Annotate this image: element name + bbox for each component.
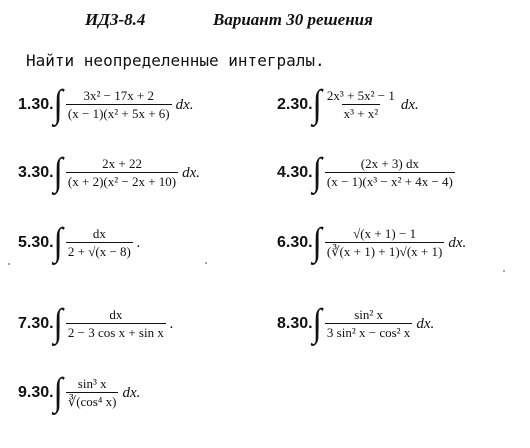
period: .: [169, 315, 174, 332]
scan-speck: [503, 270, 505, 272]
differential: dx.: [175, 96, 194, 113]
problem-number: 2.30.: [277, 96, 313, 113]
instruction-text: Найти неопределенные интегралы.: [26, 51, 325, 70]
scan-speck: [8, 263, 10, 265]
problem-number: 9.30.: [18, 384, 54, 401]
problem-1: [18, 83, 194, 126]
assignment-code: ИДЗ-8.4: [85, 10, 146, 29]
problem-8: [277, 302, 435, 345]
problem-number: 5.30.: [18, 234, 54, 251]
numerator: 3x² − 17x + 2: [83, 88, 155, 103]
denominator: 2 + √(x − 8): [67, 244, 131, 259]
problem-number: 4.30.: [277, 164, 313, 181]
denominator: (x + 2)(x² − 2x + 10): [67, 174, 177, 189]
fraction: [325, 308, 412, 340]
denominator: (∛(x + 1) + 1)√(x + 1): [326, 244, 443, 259]
integral-sign: ∫: [312, 302, 322, 345]
numerator: √(x + 1) − 1: [353, 226, 417, 241]
fraction: [325, 157, 455, 189]
differential: dx.: [400, 96, 419, 113]
problem-number: 8.30.: [277, 315, 313, 332]
fraction: [66, 89, 172, 121]
fraction: [66, 308, 166, 340]
numerator: dx: [92, 226, 106, 241]
variant-title: Вариант 30 решения: [213, 10, 373, 29]
integral-sign: ∫: [312, 221, 322, 264]
fraction: [66, 157, 178, 189]
numerator: dx: [109, 307, 123, 322]
problem-5: [18, 221, 141, 264]
integral-sign: ∫: [53, 371, 63, 414]
integral-sign: ∫: [312, 83, 322, 126]
numerator: sin³ x: [77, 376, 107, 391]
denominator: (x − 1)(x³ − x² + 4x − 4): [326, 174, 453, 189]
fraction: [325, 227, 444, 259]
numerator: 2x³ + 5x² − 1: [326, 88, 395, 103]
numerator: sin² x: [354, 307, 384, 322]
integral-sign: ∫: [312, 151, 322, 194]
denominator: 2 − 3 cos x + sin x: [67, 325, 164, 340]
problem-2: [277, 83, 419, 126]
scan-speck: [205, 262, 207, 264]
problem-9: [18, 371, 141, 414]
integral-sign: ∫: [53, 151, 63, 194]
problem-number: 1.30.: [18, 96, 54, 113]
integral-sign: ∫: [53, 221, 63, 264]
problem-6: [277, 221, 467, 264]
integral-sign: ∫: [53, 302, 63, 345]
differential: dx.: [416, 315, 435, 332]
differential: dx.: [182, 164, 201, 181]
denominator: ∛(cos⁴ x): [67, 394, 117, 409]
fraction: [325, 89, 397, 121]
problem-number: 3.30.: [18, 164, 54, 181]
fraction: [66, 227, 133, 259]
denominator: 3 sin² x − cos² x: [326, 325, 411, 340]
denominator: (x − 1)(x² + 5x + 6): [67, 106, 170, 121]
fraction: [66, 377, 119, 409]
integral-sign: ∫: [53, 83, 63, 126]
numerator: 2x + 22: [102, 156, 142, 171]
differential: dx.: [448, 234, 467, 251]
problem-7: [18, 302, 174, 345]
denominator: x³ + x²: [343, 106, 379, 121]
numerator: (2x + 3) dx: [360, 156, 420, 171]
problem-4: [277, 151, 455, 194]
problem-3: [18, 151, 201, 194]
differential: dx.: [122, 384, 141, 401]
problem-number: 6.30.: [277, 234, 313, 251]
problem-number: 7.30.: [18, 315, 54, 332]
period: .: [136, 234, 141, 251]
